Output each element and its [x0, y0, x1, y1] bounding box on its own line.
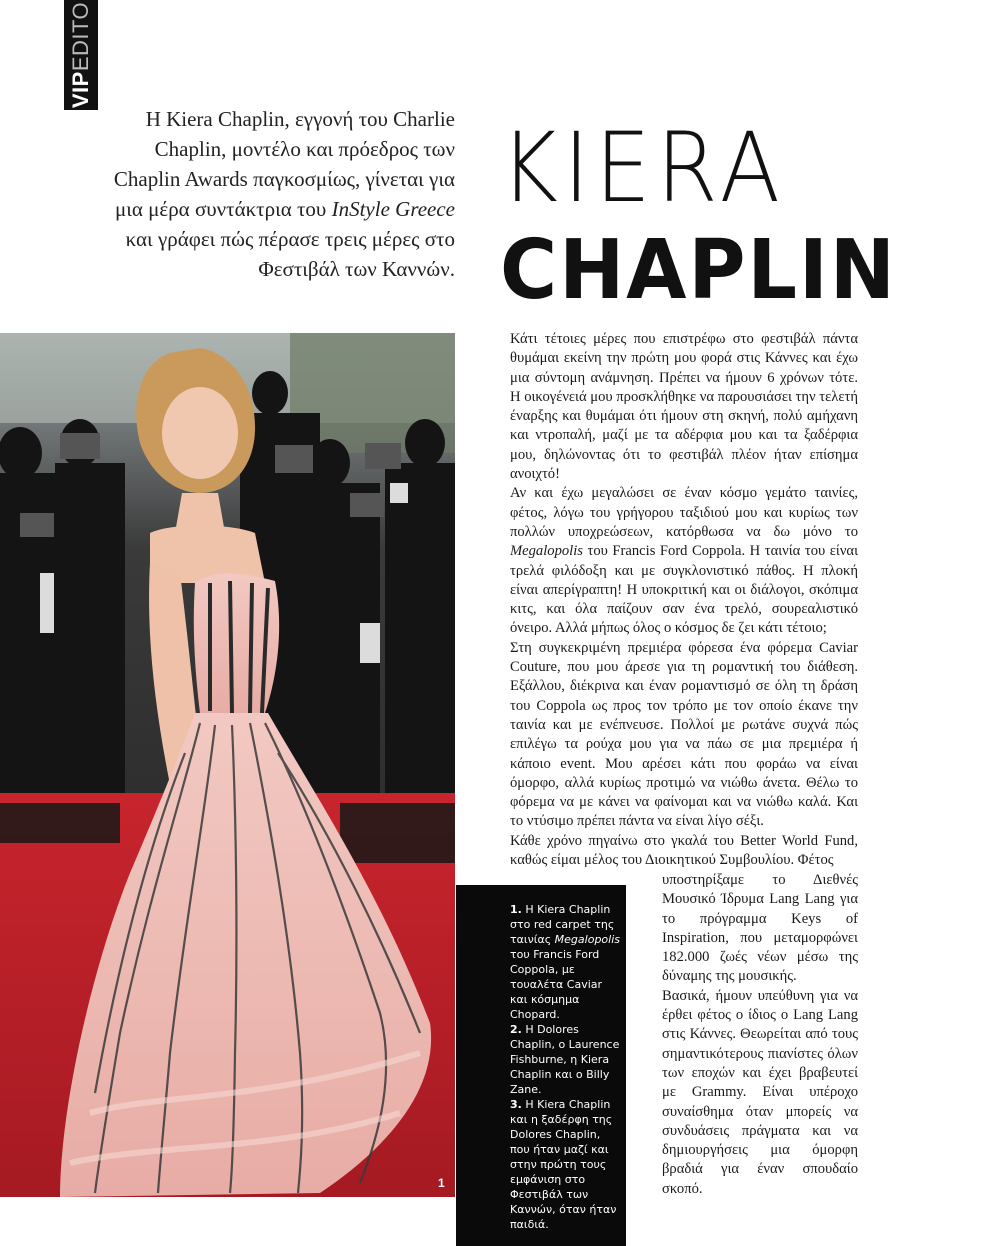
headline-last-name: CHAPLIN — [500, 223, 897, 318]
caption-item-2-number: 2. — [510, 1023, 522, 1036]
article-paragraph-3: Στη συγκεκριμένη πρεμιέρα φόρεσα ένα φόρεμα Caviar Couture, που μου άρεσε για τη ρομαντική του διάθεση. Εξάλλου, διέκρινα και έναν ρομαντισμό σε όλη τη δράση του Coppola ως προς τον τρόπο με τον οποίο έκανε την ταινία και με ενέπνευσε. Πολλοί με ρωτάνε συχνά πώς επιλέγω τα ρούχα μου για να πάω σε μια πρεμιέρα ή κάποιο event. Μου αρέσει κάτι που φοράω να είναι όμορφο, αλλά κυρίως προτιμώ να νιώθω άνετα. Θέλω το φόρεμα να με κάνει να φαίνομαι και να νιώθω καλά. Και το ντύσιμο πρέπει πάντα να είναι λίγο σέξι. — [510, 639, 858, 830]
article-paragraph-1: Κάτι τέτοιες μέρες που επιστρέφω στο φεστιβάλ πάντα θυμάμαι εκείνη την πρώτη μου φορά στις Κάννες και έχω μια σύντομη ανάμνηση. Πρέπει να ήμουν 6 χρόνων τότε. Η οικογένειά μου προσκλήθηκε να παρουσιάσει την τελετή έναρξης και θυμάμαι ότι ήμουν στη σκηνή, πολύ αμήχανη και ντροπαλή, μαζί με τα αδέρφια μου και τα ξαδέρφια μου, δηλώνοντας ότι το φεστιβάλ πλέον ήταν επίσημα ανοιχτό! — [510, 331, 858, 483]
photo-caption — [510, 902, 622, 1232]
article-paragraph-2 — [510, 484, 858, 638]
headline-first-name: KIERA — [500, 112, 786, 224]
caption-item-3-text: Η Kiera Chaplin και η ξαδέρφη της Dolores Chaplin, που ήταν μαζί και στην πρώτη τους εμφάνιση στο Φεστιβάλ των Καννών, όταν ήταν παιδιά. — [510, 1098, 617, 1231]
article-paragraph-5: Βασικά, ήμουν υπεύθυνη για να έρθει φέτος ο ίδιος ο Lang Lang στις Κάννες. Θεωρείται από τους σημαντικότερους πιανίστες όλων των εποχών και έχει βραβευτεί με Grammy. Είναι υπέροχο συναίσθημα όταν μπορείς να συνδυάσεις πράγματα και να δημιουργήσεις μια όμορφη βραδιά για έναν σπουδαίο σκοπό. — [662, 987, 858, 1197]
caption-item-2-text: Η Dolores Chaplin, ο Laurence Fishburne, η Kiera Chaplin και ο Billy Zane. — [510, 1023, 620, 1096]
caption-item-1-text-b: του Francis Ford Coppola, με τουαλέτα Caviar και κόσμημα Chopard. — [510, 948, 603, 1021]
article-body-continued — [662, 871, 858, 1199]
intro-part2: και γράφει πώς πέρασε τρεις μέρες στο Φεστιβάλ των Καννών. — [125, 227, 455, 281]
red-carpet-photo — [0, 333, 455, 1197]
intro-part1: Η Kiera Chaplin, εγγονή του Charlie Chaplin, μοντέλο και πρόεδρος των Chaplin Awards παγκοσμίως, γίνεται για μια μέρα συντάκτρια του — [113, 107, 455, 221]
section-label — [68, 2, 94, 108]
red-carpet-illustration — [0, 333, 455, 1197]
intro-text — [110, 104, 455, 284]
article-paragraph-4-start: Κάθε χρόνο πηγαίνω στο γκαλά του Better World Fund, καθώς είμαι μέλος του Διοικητικού Συμβουλίου. Φέτος — [510, 832, 858, 869]
caption-item-1-text-a: Η Kiera Chaplin στο red carpet της ταινίας — [510, 903, 615, 946]
article-paragraph-2-film: Megalopolis — [510, 543, 583, 560]
article-paragraph-2-a: Αν και έχω μεγαλώσει σε έναν κόσμο γεμάτο ταινίες, φέτος, λόγω του γρήγορου ταξιδιού μου και κυρίως των πολλών υποχρεώσεων, κατόρθωσα να δω μόνο το — [510, 485, 858, 540]
headline — [500, 112, 900, 318]
caption-item-1 — [510, 902, 622, 1022]
photo-number: 1 — [438, 1176, 445, 1190]
article-body — [510, 330, 858, 870]
caption-item-3 — [510, 1097, 622, 1232]
article-paragraph-2-b: του Francis Ford Coppola. Η ταινία του είναι τρελά φιλόδοξη και με συγκλονιστικό πάθος. Η πλοκή είναι απερίγραπτη! Η υποκριτική και οι διάλογοι, σκόπιμα κιτς, και όλα παίζουν σαν ένα τρελό, σουρεαλιστικό όνειρο. Αλλά μήπως όλος ο κόσμος δε ζει κάτι τέτοιο; — [510, 543, 858, 637]
article-paragraph-4-end: υποστηρίξαμε το Διεθνές Μουσικό Ίδρυμα Lang Lang για το πρόγραμμα Keys of Inspiration, που μεταμορφώνει 182.000 ζωές νέων μέσω της δύναμης της μουσικής. — [662, 872, 858, 985]
caption-item-1-film: Megalopolis — [554, 933, 620, 946]
section-label-edito: EDITO — [68, 1, 93, 72]
intro-magazine: InStyle Greece — [331, 197, 455, 221]
section-tab — [64, 0, 98, 110]
caption-item-3-number: 3. — [510, 1098, 522, 1111]
caption-item-1-number: 1. — [510, 903, 522, 916]
caption-item-2 — [510, 1022, 622, 1097]
section-label-vip: VIP — [68, 71, 93, 109]
